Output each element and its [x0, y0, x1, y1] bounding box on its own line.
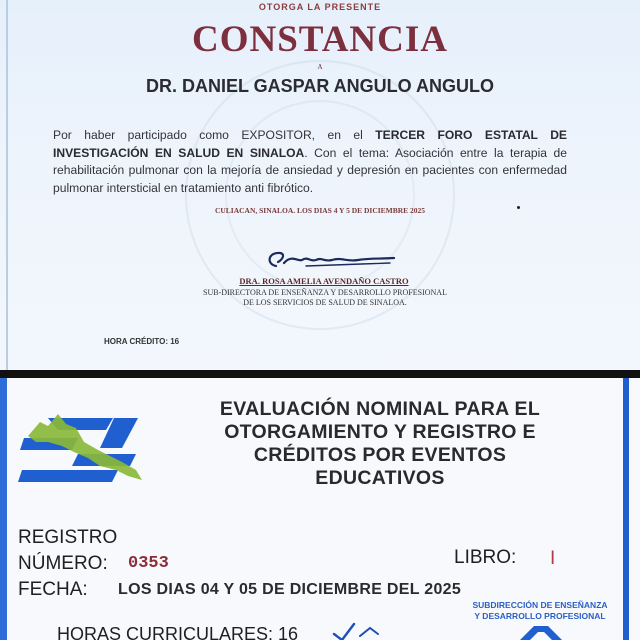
certificate-body: [53, 127, 567, 197]
recipient-name: DR. DANIEL GASPAR ANGULO ANGULO: [145, 76, 494, 96]
evaluation-title-line3: CRÉDITOS POR EVENTOS: [253, 444, 507, 466]
body-event: TERCER FORO ESTATAL DE INVESTIGACIÓN EN SALUD EN SINALOA: [53, 128, 567, 160]
evaluation-title-line2: OTORGAMIENTO Y REGISTRO E: [224, 421, 536, 443]
numero-value: 0353: [128, 554, 169, 573]
checkmark-icon: [330, 622, 390, 640]
numero-label: NÚMERO:: [18, 553, 108, 574]
card-edge-left: [0, 378, 7, 640]
signer-name: DRA. ROSA AMELIA AVENDAÑO CASTRO: [239, 276, 409, 286]
body-middle: . Con el tema:: [304, 145, 395, 160]
credit-hours: HORA CRÉDITO: 16: [104, 337, 180, 346]
libro-value: I: [550, 548, 556, 569]
subdireccion-line2: Y DESARROLLO PROFESIONAL: [474, 611, 606, 621]
body-topic: Asociación entre la terapia de rehabilitación pulmonar con la mejoría de ansiedad y depresión en pacientes con enfermedad pulmonar intersticial en tratamiento anti fibrótico.: [53, 145, 567, 195]
fecha-label: FECHA:: [18, 579, 88, 600]
signature-icon: [262, 246, 397, 272]
signer-role-line1: SUB-DIRECTORA DE ENSEÑANZA Y DESARROLLO PROFESIONAL: [203, 288, 447, 297]
evaluation-title-line1: EVALUACIÓN NOMINAL PARA EL: [219, 398, 541, 420]
fecha-value: LOS DIAS 04 Y 05 DE DICIEMBRE DEL 2025: [118, 581, 462, 598]
certificate-connector: A: [317, 63, 323, 71]
evaluation-title-line4: EDUCATIVOS: [315, 467, 445, 489]
evaluation-card: [0, 378, 640, 640]
certificate-title: CONSTANCIA: [191, 19, 448, 60]
subdireccion-line1: SUBDIRECCIÓN DE ENSEÑANZA: [472, 600, 608, 610]
ssa-logo-icon: [18, 396, 158, 486]
certificate-header: OTORGA LA PRESENTE: [258, 2, 382, 12]
photo-divider: [0, 370, 640, 378]
body-intro: Por haber participado como EXPOSITOR, en el: [53, 128, 376, 142]
libro-label: LIBRO:: [454, 547, 517, 568]
evaluation-title: [150, 398, 610, 490]
ink-dot: [517, 206, 520, 209]
registro-label: REGISTRO: [18, 527, 118, 548]
subdireccion-stamp: [466, 600, 614, 622]
signer-role: [0, 288, 640, 308]
horas-curriculares: HORAS CURRICULARES: 16: [57, 624, 299, 640]
subdireccion-logo-icon: [516, 624, 566, 640]
card-edge-right: [623, 378, 629, 640]
place-date: CULIACAN, SINALOA. LOS DIAS 4 Y 5 DE DICIEMBRE 2025: [214, 206, 426, 215]
signer-role-line2: DE LOS SERVICIOS DE SALUD DE SINALOA.: [243, 298, 407, 307]
